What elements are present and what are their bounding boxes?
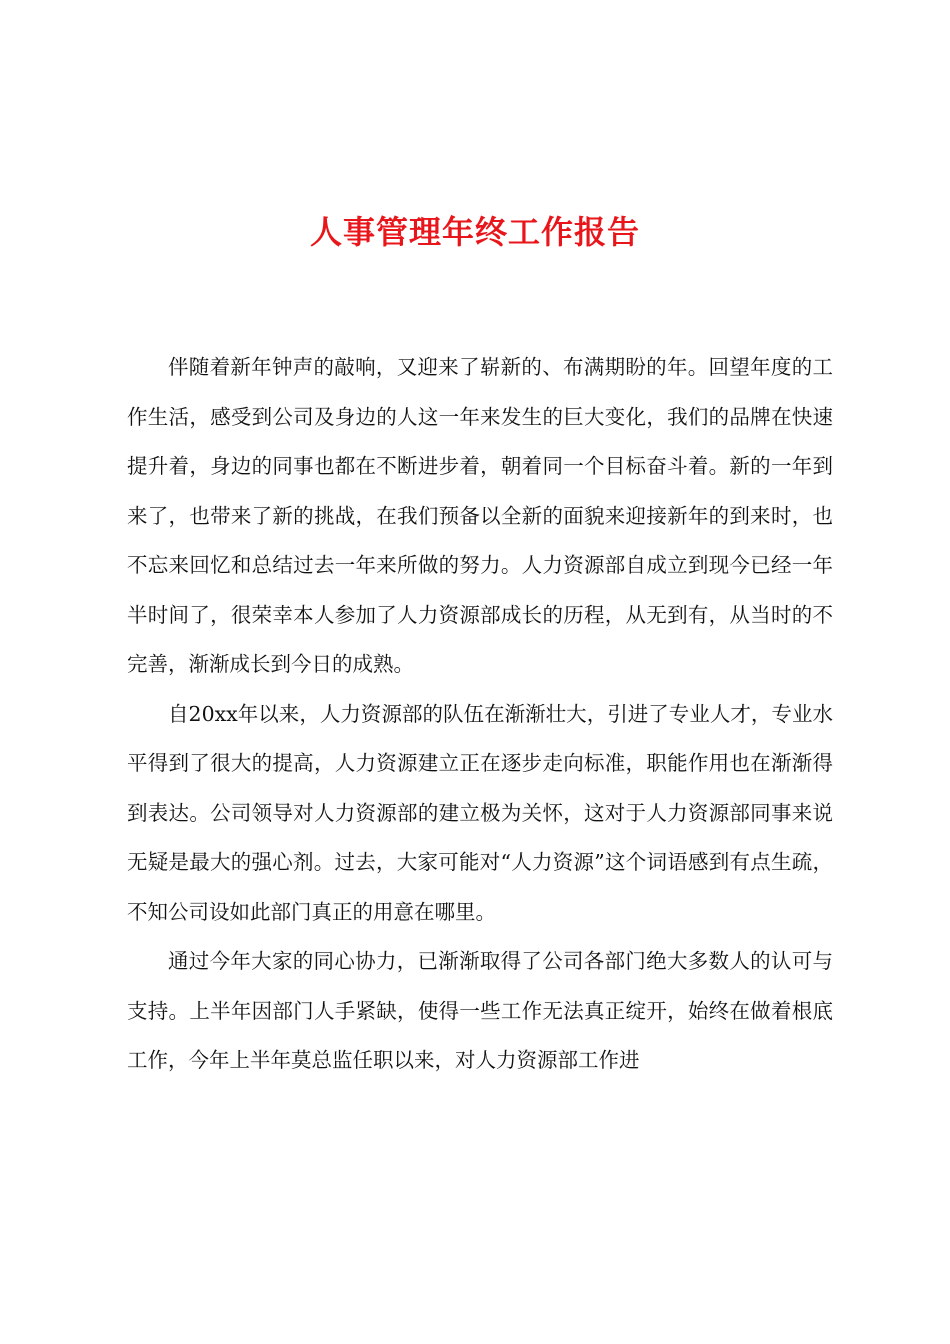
document-body <box>127 343 833 1086</box>
document-title: 人事管理年终工作报告 <box>309 213 640 251</box>
paragraph-2: 自20xx年以来，人力资源部的队伍在渐渐壮大，引进了专业人才，专业水平得到了很大的提高，人力资源建立正在逐步走向标准，职能作用也在渐渐得到表达。公司领导对人力资源部的建立极为关怀，这对于人力资源部同事来说无疑是最大的强心剂。过去，大家可能对“人力资源”这个词语感到有点生疏，不知公司设如此部门真正的用意在哪里。 <box>127 701 833 924</box>
paragraph-3: 通过今年大家的同心协力，已渐渐取得了公司各部门绝大多数人的认可与支持。上半年因部门人手紧缺，使得一些工作无法真正绽开，始终在做着根底工作，今年上半年莫总监任职以来，对人力资源部工作进 <box>127 949 833 1072</box>
paragraph-1: 伴随着新年钟声的敲响，又迎来了崭新的、布满期盼的年。回望年度的工作生活，感受到公司及身边的人这一年来发生的巨大变化，我们的品牌在快速提升着，身边的同事也都在不断进步着，朝着同一个目标奋斗着。新的一年到来了，也带来了新的挑战，在我们预备以全新的面貌来迎接新年的到来时，也不忘来回忆和总结过去一年来所做的努力。人力资源部自成立到现今已经一年半时间了，很荣幸本人参加了人力资源部成长的历程，从无到有，从当时的不完善，渐渐成长到今日的成熟。 <box>127 355 833 676</box>
